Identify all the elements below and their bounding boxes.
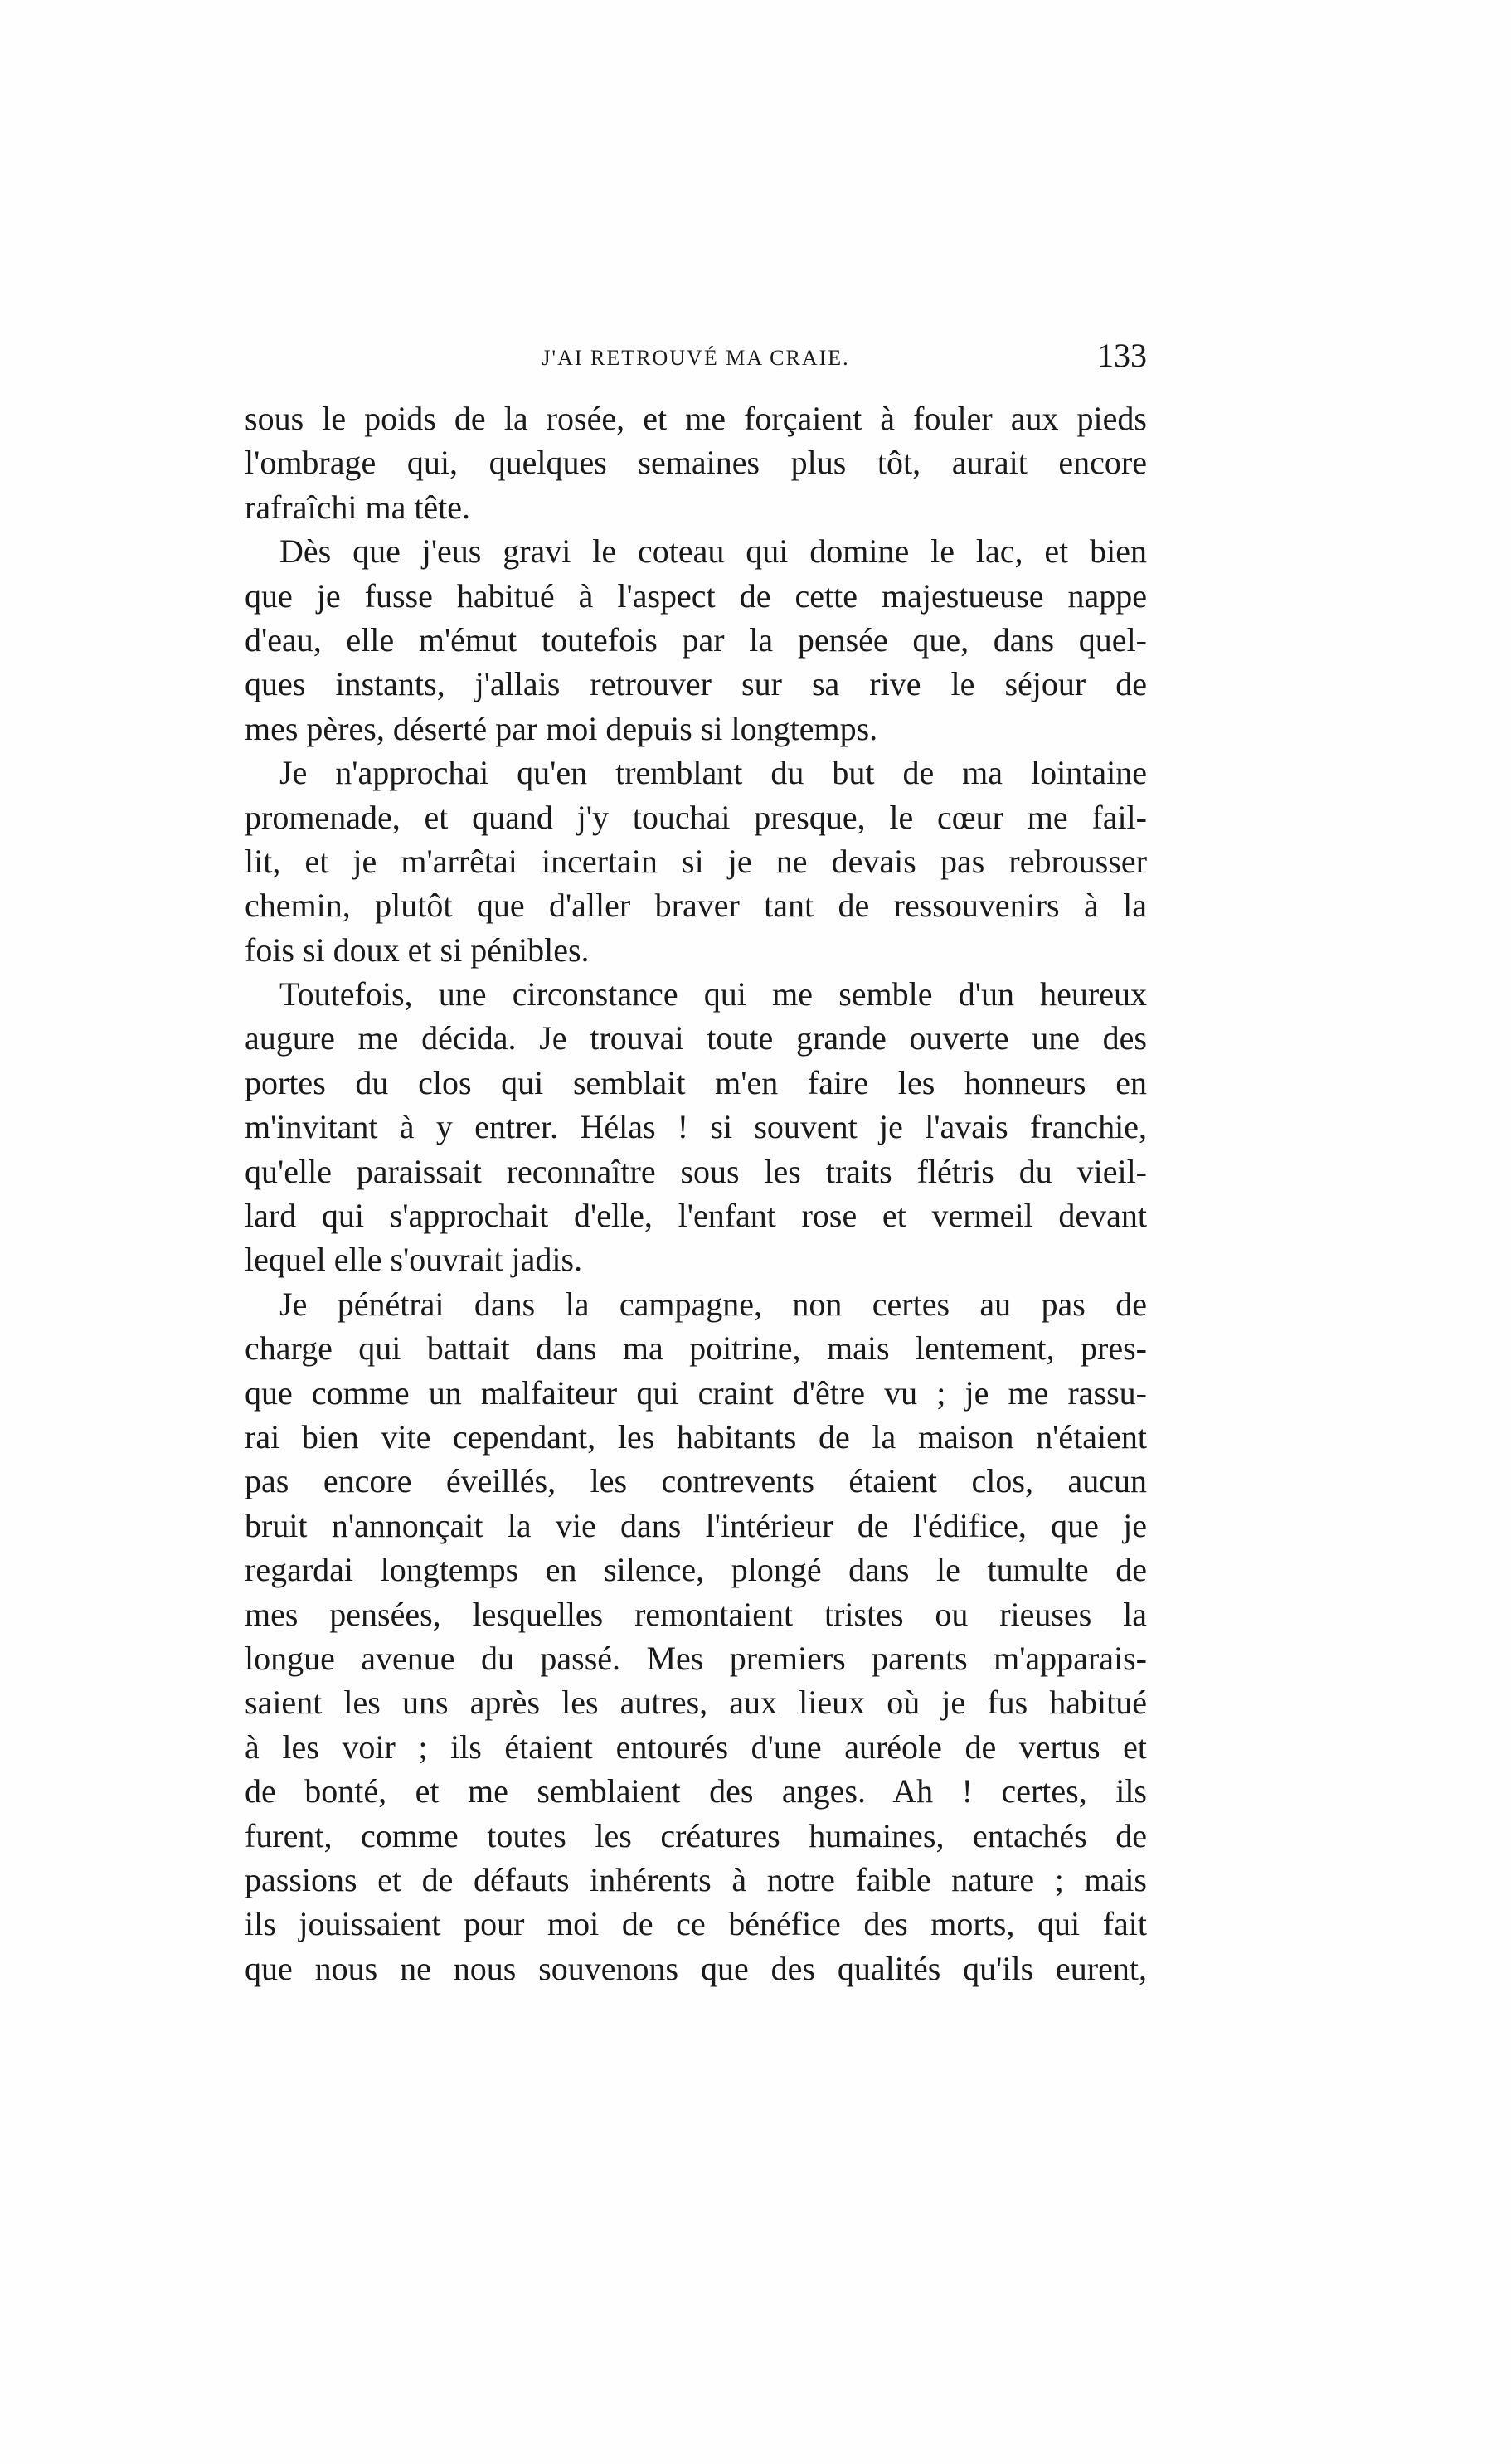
text-line: lit, et je m'arrêtai incertain si je ne devais pas rebrousser xyxy=(245,842,1147,880)
running-title: J'AI RETROUVÉ MA CRAIE. xyxy=(542,346,850,370)
text-line: mes pensées, lesquelles remontaient tristes ou rieuses la xyxy=(245,1595,1147,1633)
text-line: mes pères, déserté par moi depuis si longtemps. xyxy=(245,709,878,747)
text-line: Je n'approchai qu'en tremblant du but de ma lointaine xyxy=(279,754,1147,792)
text-line: Je pénétrai dans la campagne, non certes au pas de xyxy=(279,1285,1147,1323)
text-line: rai bien vite cependant, les habitants de la maison n'étaient xyxy=(245,1417,1147,1456)
text-line: qu'elle paraissait reconnaître sous les traits flétris du vieil- xyxy=(245,1152,1147,1190)
text-line: portes du clos qui semblait m'en faire les honneurs en xyxy=(245,1063,1147,1101)
text-line: rafraîchi ma tête. xyxy=(245,488,471,526)
text-line: Toutefois, une circonstance qui me semble d'un heureux xyxy=(279,975,1147,1013)
text-line: promenade, et quand j'y touchai presque, le cœur me fail- xyxy=(245,798,1147,836)
text-line: saient les uns après les autres, aux lieux où je fus habitué xyxy=(245,1684,1147,1722)
text-line: sous le poids de la rosée, et me forçaient à fouler aux pieds xyxy=(245,400,1147,437)
text-line: chemin, plutôt que d'aller braver tant de ressouvenirs à la xyxy=(245,887,1147,925)
text-line: lard qui s'approchait d'elle, l'enfant rose et vermeil devant xyxy=(245,1197,1147,1235)
page-header xyxy=(245,336,1147,386)
text-line: que comme un malfaiteur qui craint d'être vu ; je me rassu- xyxy=(245,1373,1147,1412)
text-line: longue avenue du passé. Mes premiers parents m'apparais- xyxy=(245,1639,1147,1677)
text-line: bruit n'annonçait la vie dans l'intérieur de l'édifice, que je xyxy=(245,1506,1147,1544)
text-line: de bonté, et me semblaient des anges. Ah ! certes, ils xyxy=(245,1772,1147,1810)
text-line: ques instants, j'allais retrouver sur sa rive le séjour de xyxy=(245,665,1147,703)
text-line: que je fusse habitué à l'aspect de cette majestueuse nappe xyxy=(245,576,1147,615)
text-line: lequel elle s'ouvrait jadis. xyxy=(245,1241,583,1279)
text-line: furent, comme toutes les créatures humaines, entachés de xyxy=(245,1816,1147,1854)
page-number: 133 xyxy=(1097,337,1147,374)
text-line: m'invitant à y entrer. Hélas ! si souvent je l'avais franchie, xyxy=(245,1108,1147,1146)
text-line: d'eau, elle m'émut toutefois par la pensée que, dans quel- xyxy=(245,620,1147,659)
text-line: Dès que j'eus gravi le coteau qui domine le lac, et bien xyxy=(279,532,1147,571)
text-line: regardai longtemps en silence, plongé dans le tumulte de xyxy=(245,1551,1147,1589)
text-line: charge qui battait dans ma poitrine, mais lentement, pres- xyxy=(245,1329,1147,1368)
body-text xyxy=(245,396,1147,1990)
text-line: fois si doux et si pénibles. xyxy=(245,931,590,969)
text-line: passions et de défauts inhérents à notre faible nature ; mais xyxy=(245,1860,1147,1898)
text-line: à les voir ; ils étaient entourés d'une auréole de vertus et xyxy=(245,1728,1147,1766)
text-line: ils jouissaient pour moi de ce bénéfice des morts, qui fait xyxy=(245,1905,1147,1943)
text-line: pas encore éveillés, les contrevents étaient clos, aucun xyxy=(245,1462,1147,1500)
text-line: l'ombrage qui, quelques semaines plus tôt, aurait encore xyxy=(245,444,1147,482)
text-line: que nous ne nous souvenons que des qualités qu'ils eurent, xyxy=(245,1949,1147,1987)
text-line: augure me décida. Je trouvai toute grande ouverte une des xyxy=(245,1019,1147,1057)
